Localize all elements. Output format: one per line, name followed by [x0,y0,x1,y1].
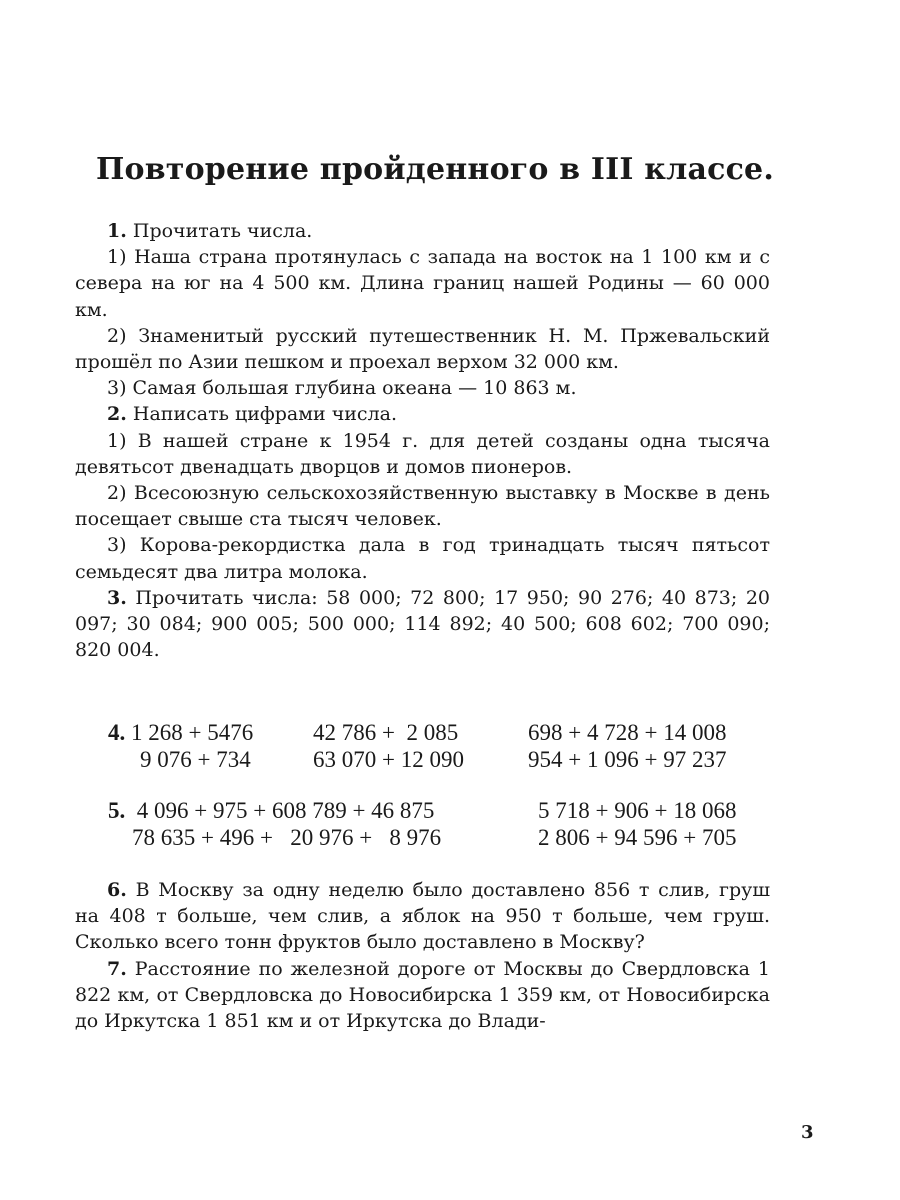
sum: 1 268 + 5476 [131,720,254,745]
exercise-2-item-1: 1) В нашей стране к 1954 г. для детей созданы одна тысяча девятьсот двенадцать дворцов и домов пионеров. [75,429,770,478]
exercise-number: 2. [107,403,127,426]
exercise-6 [75,877,770,956]
sum: 42 786 + 2 085 [313,720,459,745]
exercise-2-heading [75,401,770,427]
exercise-5-sums [108,797,798,851]
exercise-number: 4. [108,720,126,745]
exercise-2-item-3: 3) Корова-рекордистка дала в год тринадцать тысяч пятьсот семьдесят два литра молока. [75,534,770,583]
exercises-6-7 [75,877,770,1034]
exercise-1-item-3: 3) Самая большая глубина океана — 10 863 м. [107,377,577,400]
exercise-1-heading [75,218,770,244]
sum: 78 635 + 496 + 20 976 + 8 976 [132,825,442,850]
exercise-text: Расстояние по железной дороге от Москвы до Свердловска 1 822 км, от Свердловска до Новосибирска 1 359 км, от Новосибирска до Иркутска 1 851 км и от Иркутска до Влади- [75,957,770,1033]
exercise-number: 5. [108,798,126,823]
exercise-number: 7. [107,957,127,980]
exercise-text: В Москву за одну неделю было доставлено 856 т слив, груш на 408 т больше, чем слив, а яблок на 950 т больше, чем груш. Сколько всего тонн фруктов было доставлено в Москву? [75,879,770,954]
exercise-4-sums [108,719,788,773]
exercises-1-3 [75,218,770,663]
exercise-number: 6. [107,879,127,901]
sum: 698 + 4 728 + 14 008 [528,720,727,745]
exercise-task: Прочитать числа. [132,220,313,242]
sum: 9 076 + 734 [140,747,251,772]
page-title: Повторение пройденного в III классе. [96,152,774,187]
sum: 2 806 + 94 596 + 705 [538,825,737,850]
exercise-2-item-2: 2) Всесоюзную сельскохозяйственную выставку в Москве в день посещает свыше ста тысяч человек. [75,482,770,531]
sum-cell [108,719,313,746]
exercise-task: Написать цифрами числа. [132,403,398,426]
sum: 4 096 + 975 + 608 789 + 46 875 [136,798,435,823]
sum: 5 718 + 906 + 18 068 [538,798,737,823]
exercise-number: 3. [107,586,127,609]
exercise-7 [75,956,770,1035]
exercise-number: 1. [107,220,127,242]
exercise-1-item-1: 1) Наша страна протянулась с запада на восток на 1 100 км и с севера на юг на 4 500 км. Длина границ нашей Родины — 60 000 км. [75,246,770,321]
sum: 954 + 1 096 + 97 237 [528,747,727,772]
page-number: 3 [801,1122,814,1143]
sum: 63 070 + 12 090 [313,747,464,772]
sum-cell [108,797,538,824]
exercise-3 [75,585,770,664]
exercise-1-item-2: 2) Знаменитый русский путешественник Н. М. Пржевальский прошёл по Азии пешком и проехал верхом 32 000 км. [75,324,770,374]
exercise-text: Прочитать числа: 58 000; 72 800; 17 950; 90 276; 40 873; 20 097; 30 084; 900 005; 500 000; 114 892; 40 500; 608 602; 700 090; 820 004. [75,586,770,662]
